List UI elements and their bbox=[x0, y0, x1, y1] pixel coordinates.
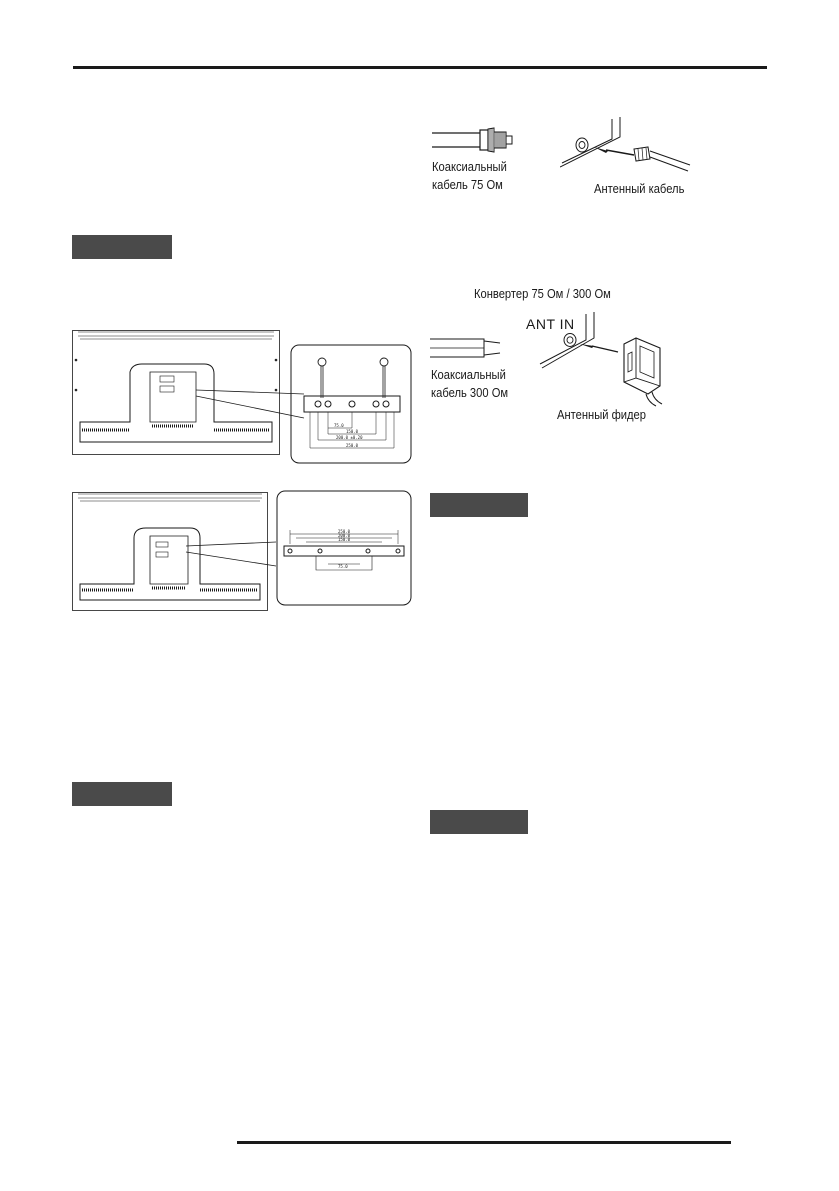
section-heading-bar-3 bbox=[430, 493, 528, 517]
coax-75-plug-illustration bbox=[432, 120, 522, 160]
dimension-label-150: 150.0 bbox=[346, 429, 359, 434]
dimension-label-150-b: 150.0 bbox=[338, 537, 351, 542]
antenna-socket-illustration bbox=[560, 115, 700, 183]
dimension-label-200-b: 200.0 bbox=[338, 533, 351, 538]
dimension-label-250: 250.0 bbox=[346, 443, 359, 448]
dimension-label-250-b: 250.0 bbox=[338, 529, 351, 534]
callout-lines-2 bbox=[180, 540, 280, 570]
dimension-label-75: 75.0 bbox=[334, 423, 344, 428]
header-rule bbox=[73, 66, 767, 69]
antenna-cable-caption: Антенный кабель bbox=[594, 181, 685, 196]
converter-socket-illustration bbox=[536, 310, 676, 410]
converter-caption: Конвертер 75 Ом / 300 Ом bbox=[474, 286, 611, 301]
wall-bracket-detail-1 bbox=[290, 344, 412, 464]
section-heading-bar-1 bbox=[72, 235, 172, 259]
coax-300-caption-text: Коаксиальный кабель 300 Ом bbox=[431, 367, 509, 400]
antenna-feeder-caption: Антенный фидер bbox=[557, 407, 646, 422]
coax-300-caption bbox=[431, 366, 508, 402]
coax-75-caption-text: Коаксиальный кабель 75 Ом bbox=[432, 159, 507, 192]
dimension-label-75-b: 75.0 bbox=[338, 564, 348, 569]
dimension-label-200: 200.0 ±0.20 bbox=[336, 435, 363, 440]
ant-in-label: ANT IN bbox=[526, 316, 575, 332]
footer-rule bbox=[237, 1141, 731, 1144]
coax-75-caption bbox=[432, 158, 507, 194]
wall-bracket-detail-2 bbox=[276, 490, 412, 606]
section-heading-bar-4 bbox=[430, 810, 528, 834]
coax-300-cable-illustration bbox=[430, 333, 520, 363]
section-heading-bar-2 bbox=[72, 782, 172, 806]
